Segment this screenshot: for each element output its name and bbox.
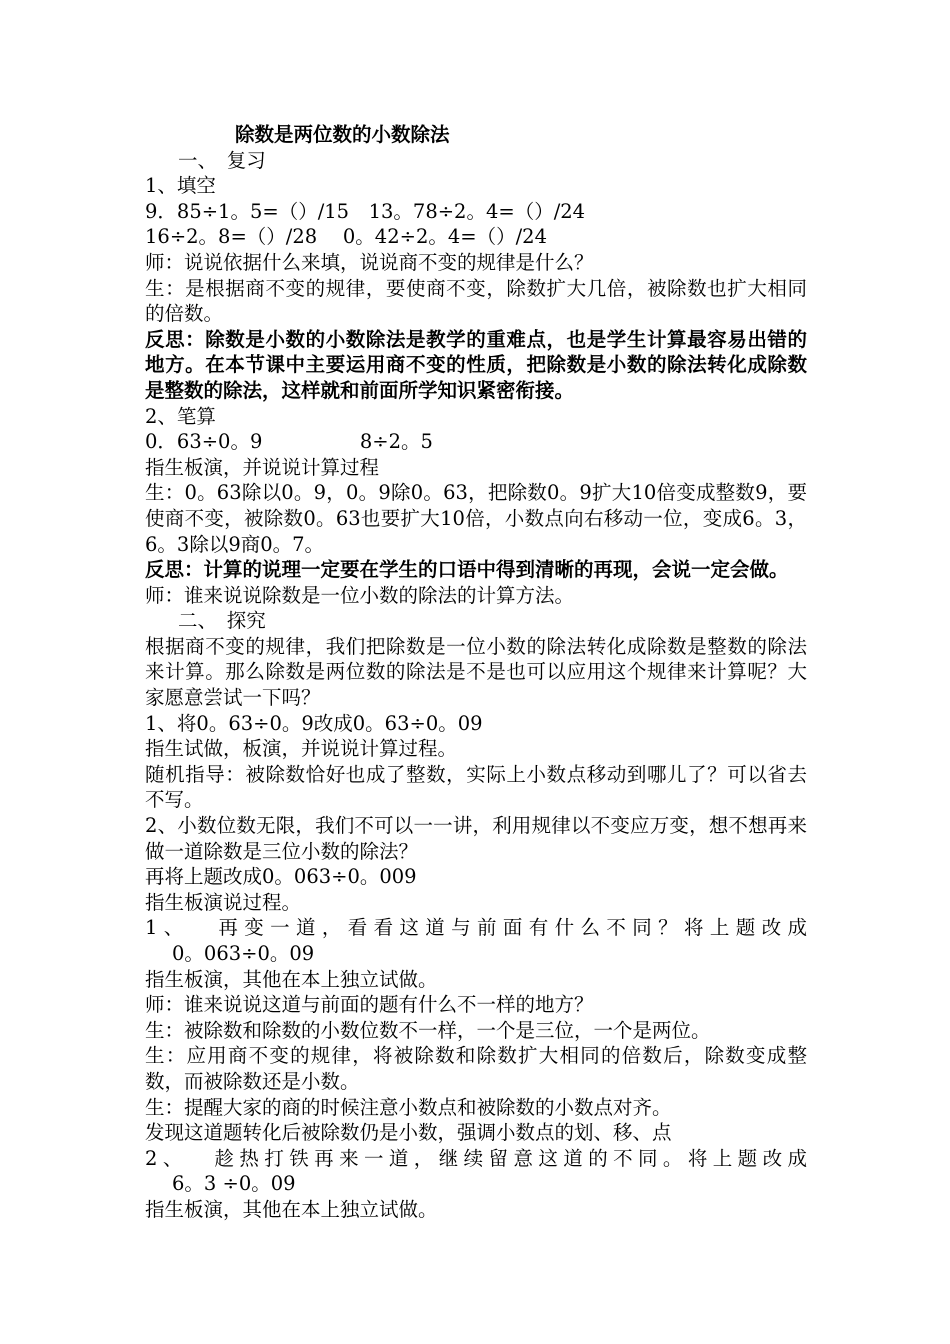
text-line: 指生板演，其他在本上独立试做。 — [145, 967, 438, 991]
text-line: 1、将0。63÷0。9改成0。63÷0。09 — [145, 711, 483, 735]
text-line: 生：被除数和除数的小数位数不一样，一个是三位，一个是两位。 — [145, 1018, 711, 1042]
text-paragraph: 根据商不变的规律，我们把除数是一位小数的除法转化成除数是整数的除法来计算。那么除数是两位数的除法是不是也可以应用这个规律来计算呢？大家愿意尝试一下吗？ — [145, 634, 807, 710]
text-line: 1、填空 — [145, 174, 216, 198]
text-line: 16÷2。8=（）/28 0。42÷2。4=（）/24 — [145, 225, 547, 249]
text-paragraph: 生：是根据商不变的规律，要使商不变，除数扩大几倍，被除数也扩大相同的倍数。 — [145, 276, 807, 326]
text-paragraph: 生：应用商不变的规律，将被除数和除数扩大相同的倍数后，除数变成整数，而被除数还是小数。 — [145, 1044, 807, 1093]
text-line: 再将上题改成0。063÷0。009 — [145, 865, 417, 889]
text-line: 1、 再变一道，看看这道与前面有什么不同？将上题改成 — [145, 916, 807, 940]
text-paragraph: 随机指导：被除数恰好也成了整数，实际上小数点移动到哪儿了？可以省去不写。 — [145, 762, 807, 812]
document-page — [145, 122, 807, 1223]
text-line: 生：提醒大家的商的时候注意小数点和被除数的小数点对齐。 — [145, 1095, 672, 1119]
section-heading-explore: 二、 探究 — [178, 609, 266, 633]
document-title: 除数是两位数的小数除法 — [235, 123, 450, 146]
text-paragraph: 2、小数位数无限，我们不可以一一讲，利用规律以不变应万变，想不想再来做一道除数是三位小数的除法？ — [145, 814, 807, 863]
text-line: 0．63÷0。9 8÷2。5 — [145, 430, 433, 454]
text-line: 发现这道题转化后被除数仍是小数，强调小数点的划、移、点 — [145, 1121, 672, 1145]
text-line: 师：谁来说说除数是一位小数的除法的计算方法。 — [145, 583, 575, 607]
text-line: 指生板演，并说说计算过程 — [145, 455, 380, 479]
text-line: 0。063÷0。09 — [172, 942, 315, 965]
text-line: 2、 趁热打铁再来一道，继续留意这道的不同。将上题改成 — [145, 1146, 807, 1170]
text-line: 9．85÷1。5=（）/15 13。78÷2。4=（）/24 — [145, 199, 586, 223]
text-line: 指生板演，其他在本上独立试做。 — [145, 1197, 438, 1221]
text-line: 师：说说依据什么来填，说说商不变的规律是什么？ — [145, 250, 594, 274]
text-line: 指生板演说过程。 — [145, 890, 302, 914]
text-line: 师：谁来说说这道与前面的题有什么不一样的地方？ — [145, 993, 594, 1017]
section-heading-review: 一、 复习 — [178, 148, 266, 172]
reflection-paragraph: 反思：除数是小数的小数除法是教学的重难点，也是学生计算最容易出错的地方。在本节课中主要运用商不变的性质，把除数是小数的除法转化成除数是整数的除法，这样就和前面所学知识紧密衔接。 — [145, 327, 807, 402]
text-line: 指生试做，板演，并说说计算过程。 — [145, 737, 458, 761]
text-line: 6。3 ÷0。09 — [172, 1172, 296, 1196]
text-paragraph: 生：0。63除以0。9，0。9除0。63，把除数0。9扩大10倍变成整数9，要使商不变，被除数0。63也要扩大10倍，小数点向右移动一位，变成6。3，6。3除以9商0。7。 — [145, 481, 807, 556]
reflection-paragraph: 反思：计算的说理一定要在学生的口语中得到清晰的再现，会说一定会做。 — [145, 558, 789, 582]
text-line: 2、笔算 — [145, 404, 216, 428]
